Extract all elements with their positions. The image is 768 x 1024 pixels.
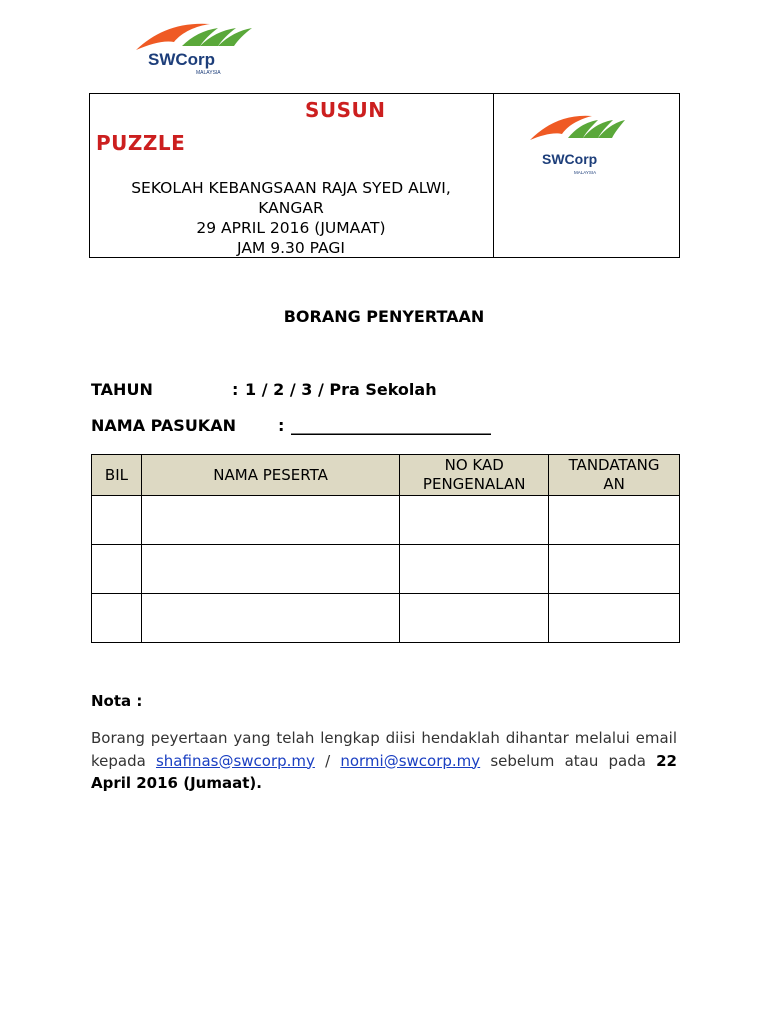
table-row [92, 594, 680, 643]
logo-brand-text: SWCorp [542, 151, 598, 167]
note-text [91, 727, 677, 795]
title-puzzle: PUZZLE [96, 131, 186, 155]
table-cell[interactable] [141, 545, 399, 594]
tahun-colon: : [232, 380, 239, 399]
note-text-end: . [256, 774, 262, 792]
table-cell[interactable] [400, 594, 549, 643]
note-text-before: Borang peyertaan yang telah lengkap diisi hendaklah dihantar melalui email kepada [91, 729, 677, 770]
table-cell[interactable] [400, 545, 549, 594]
email-link-normi[interactable]: normi@swcorp.my [340, 751, 481, 770]
deadline-date: 22 April 2016 (Jumaat) [91, 751, 677, 792]
table-cell[interactable] [92, 496, 142, 545]
venue-line: SEKOLAH KEBANGSAAN RAJA SYED ALWI, [131, 179, 451, 197]
email-separator: / [314, 751, 341, 770]
table-row [92, 496, 680, 545]
table-cell[interactable] [141, 594, 399, 643]
swcorp-logo-top [130, 10, 254, 76]
table-header-row [92, 455, 680, 496]
col-header-tandatangan: TANDATANG AN [549, 455, 680, 496]
nama-pasukan-blank[interactable]: _________________________ [291, 416, 491, 435]
venue-block [96, 178, 486, 258]
tahun-options: 1 / 2 / 3 / Pra Sekolah [245, 380, 437, 399]
nama-pasukan-colon: : [278, 416, 285, 435]
table-cell[interactable] [549, 545, 680, 594]
table-cell[interactable] [549, 496, 680, 545]
email-link-shafinas[interactable]: shafinas@swcorp.my [155, 751, 315, 770]
col-header-bil: BIL [92, 455, 142, 496]
nama-pasukan-label: NAMA PASUKAN [91, 416, 236, 435]
table-cell[interactable] [400, 496, 549, 545]
table-cell[interactable] [92, 594, 142, 643]
tahun-label: TAHUN [91, 380, 153, 399]
note-label: Nota : [91, 692, 143, 710]
table-cell[interactable] [549, 594, 680, 643]
note-text-middle: sebelum atau pada [480, 751, 657, 770]
venue-line: KANGAR [258, 199, 324, 217]
title-susun: SUSUN [305, 98, 386, 122]
participant-table [91, 454, 680, 643]
form-title: BORANG PENYERTAAN [283, 307, 485, 326]
logo-country-text: MALAYSIA [574, 170, 597, 175]
table-cell[interactable] [141, 496, 399, 545]
col-header-no-kad: NO KAD PENGENALAN [400, 455, 549, 496]
col-header-nama-peserta: NAMA PESERTA [141, 455, 399, 496]
table-row [92, 545, 680, 594]
logo-brand-text: SWCorp [148, 50, 216, 69]
header-divider [493, 93, 494, 258]
logo-country-text: MALAYSIA [196, 70, 221, 76]
venue-line: 29 APRIL 2016 (JUMAAT) [196, 219, 386, 237]
venue-line: JAM 9.30 PAGI [237, 239, 345, 257]
table-cell[interactable] [92, 545, 142, 594]
swcorp-logo-box [526, 106, 626, 178]
